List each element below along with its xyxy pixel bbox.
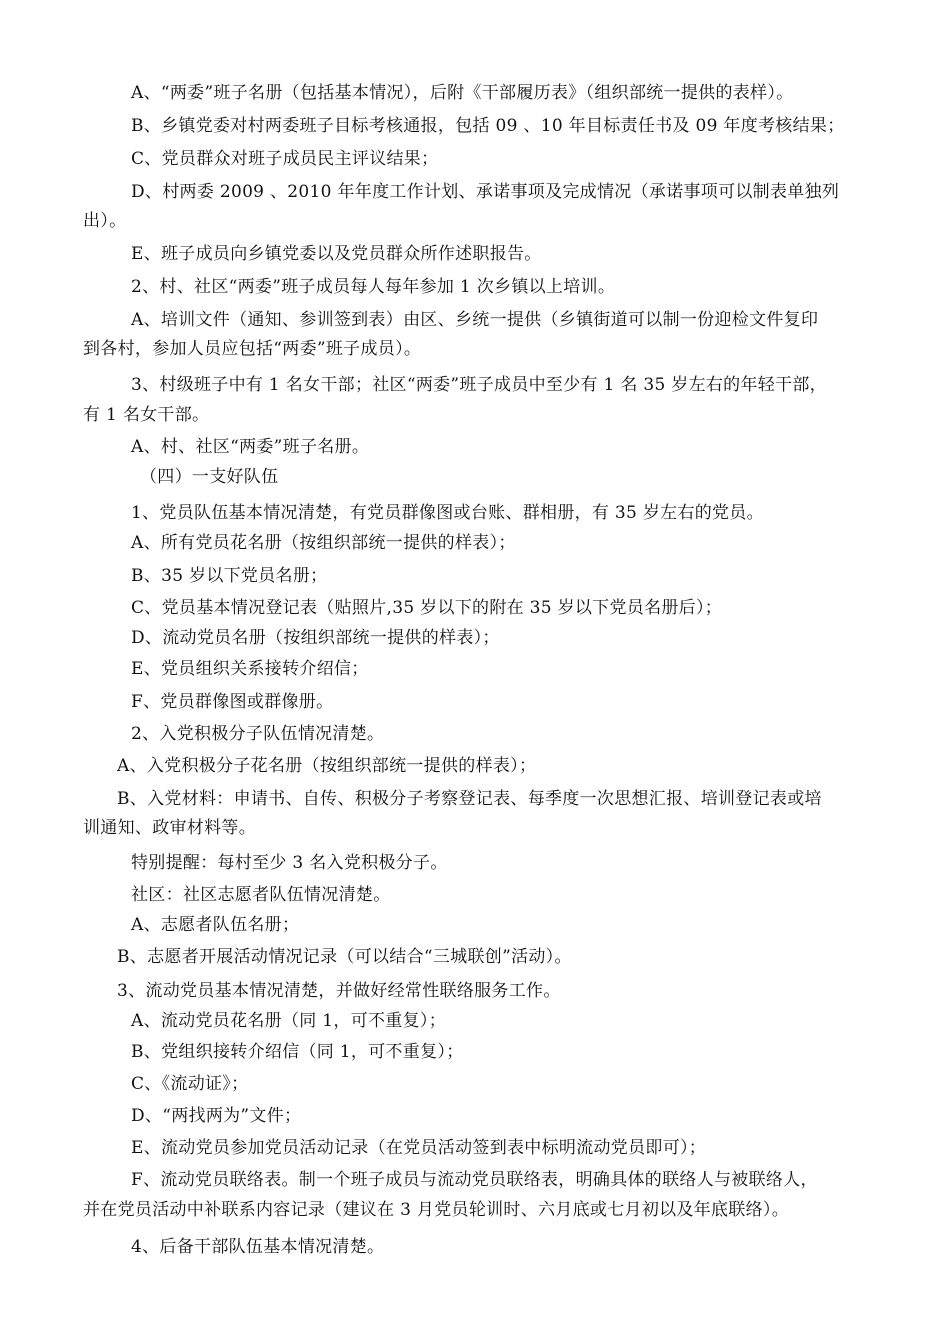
text-line: A、培训文件（通知、参训签到表）由区、乡统一提供（乡镇街道可以制一份迎检文件复印 bbox=[131, 310, 819, 330]
text-line: 并在党员活动中补联系内容记录（建议在 3 月党员轮训时、六月底或七月初以及年底联络）。 bbox=[83, 1200, 790, 1220]
text-line: A、入党积极分子花名册（按组织部统一提供的样表）； bbox=[117, 756, 537, 776]
text-line: D、流动党员名册（按组织部统一提供的样表）； bbox=[131, 628, 500, 648]
text-line: 训通知、政审材料等。 bbox=[83, 818, 256, 838]
text-line: F、流动党员联络表。制一个班子成员与流动党员联络表，明确具体的联络人与被联络人， bbox=[131, 1170, 818, 1190]
text-line: B、乡镇党委对村两委班子目标考核通报，包括 09 、10 年目标责任书及 09 年度考核结果； bbox=[131, 116, 845, 136]
text-line: A、村、社区“两委”班子名册。 bbox=[131, 437, 370, 457]
text-line: 3、流动党员基本情况清楚，并做好经常性联络服务工作。 bbox=[117, 981, 561, 1001]
text-line: F、党员群像图或群像册。 bbox=[131, 692, 334, 712]
text-line: C、党员群众对班子成员民主评议结果； bbox=[131, 149, 439, 169]
text-line: B、志愿者开展活动情况记录（可以结合“三城联创”活动）。 bbox=[117, 947, 572, 967]
section-heading: （四）一支好队伍 bbox=[140, 467, 279, 487]
text-line: 社区：社区志愿者队伍情况清楚。 bbox=[131, 885, 391, 905]
text-line: A、志愿者队伍名册； bbox=[131, 915, 300, 935]
text-line: A、所有党员花名册（按组织部统一提供的样表）； bbox=[131, 533, 516, 553]
text-line: 1、党员队伍基本情况清楚，有党员群像图或台账、群相册，有 35 岁左右的党员。 bbox=[131, 503, 764, 523]
text-line: 到各村，参加人员应包括“两委”班子成员）。 bbox=[83, 339, 422, 359]
text-line: 特别提醒：每村至少 3 名入党积极分子。 bbox=[131, 853, 448, 873]
text-line: C、《流动证》； bbox=[131, 1074, 249, 1094]
text-line: D、村两委 2009 、2010 年年度工作计划、承诺事项及完成情况（承诺事项可以制表单独列 bbox=[131, 182, 840, 202]
text-line: A、流动党员花名册（同 1，可不重复）； bbox=[131, 1011, 446, 1031]
text-line: D、“两找两为”文件； bbox=[131, 1106, 302, 1126]
text-line: E、流动党员参加党员活动记录（在党员活动签到表中标明流动党员即可）； bbox=[131, 1138, 707, 1158]
text-line: C、党员基本情况登记表（贴照片,35 岁以下的附在 35 岁以下党员名册后）； bbox=[131, 598, 723, 618]
text-line: 2、村、社区“两委”班子成员每人每年参加 1 次乡镇以上培训。 bbox=[131, 277, 616, 297]
text-line: 出）。 bbox=[83, 211, 127, 231]
text-line: B、入党材料：申请书、自传、积极分子考察登记表、每季度一次思想汇报、培训登记表或培 bbox=[117, 789, 822, 809]
text-line: B、党组织接转介绍信（同 1，可不重复）； bbox=[131, 1042, 464, 1062]
text-line: B、35 岁以下党员名册； bbox=[131, 566, 328, 586]
text-line: 有 1 名女干部。 bbox=[83, 405, 210, 425]
text-line: A、“两委”班子名册（包括基本情况），后附《干部履历表》（组织部统一提供的表样）。 bbox=[131, 83, 794, 103]
text-line: E、班子成员向乡镇党委以及党员群众所作述职报告。 bbox=[131, 244, 542, 264]
text-line: E、党员组织关系接转介绍信； bbox=[131, 659, 369, 679]
text-line: 3、村级班子中有 1 名女干部；社区“两委”班子成员中至少有 1 名 35 岁左右的年轻干部， bbox=[131, 375, 827, 395]
text-line: 2、入党积极分子队伍情况清楚。 bbox=[131, 724, 385, 744]
text-line: 4、后备干部队伍基本情况清楚。 bbox=[131, 1237, 385, 1257]
